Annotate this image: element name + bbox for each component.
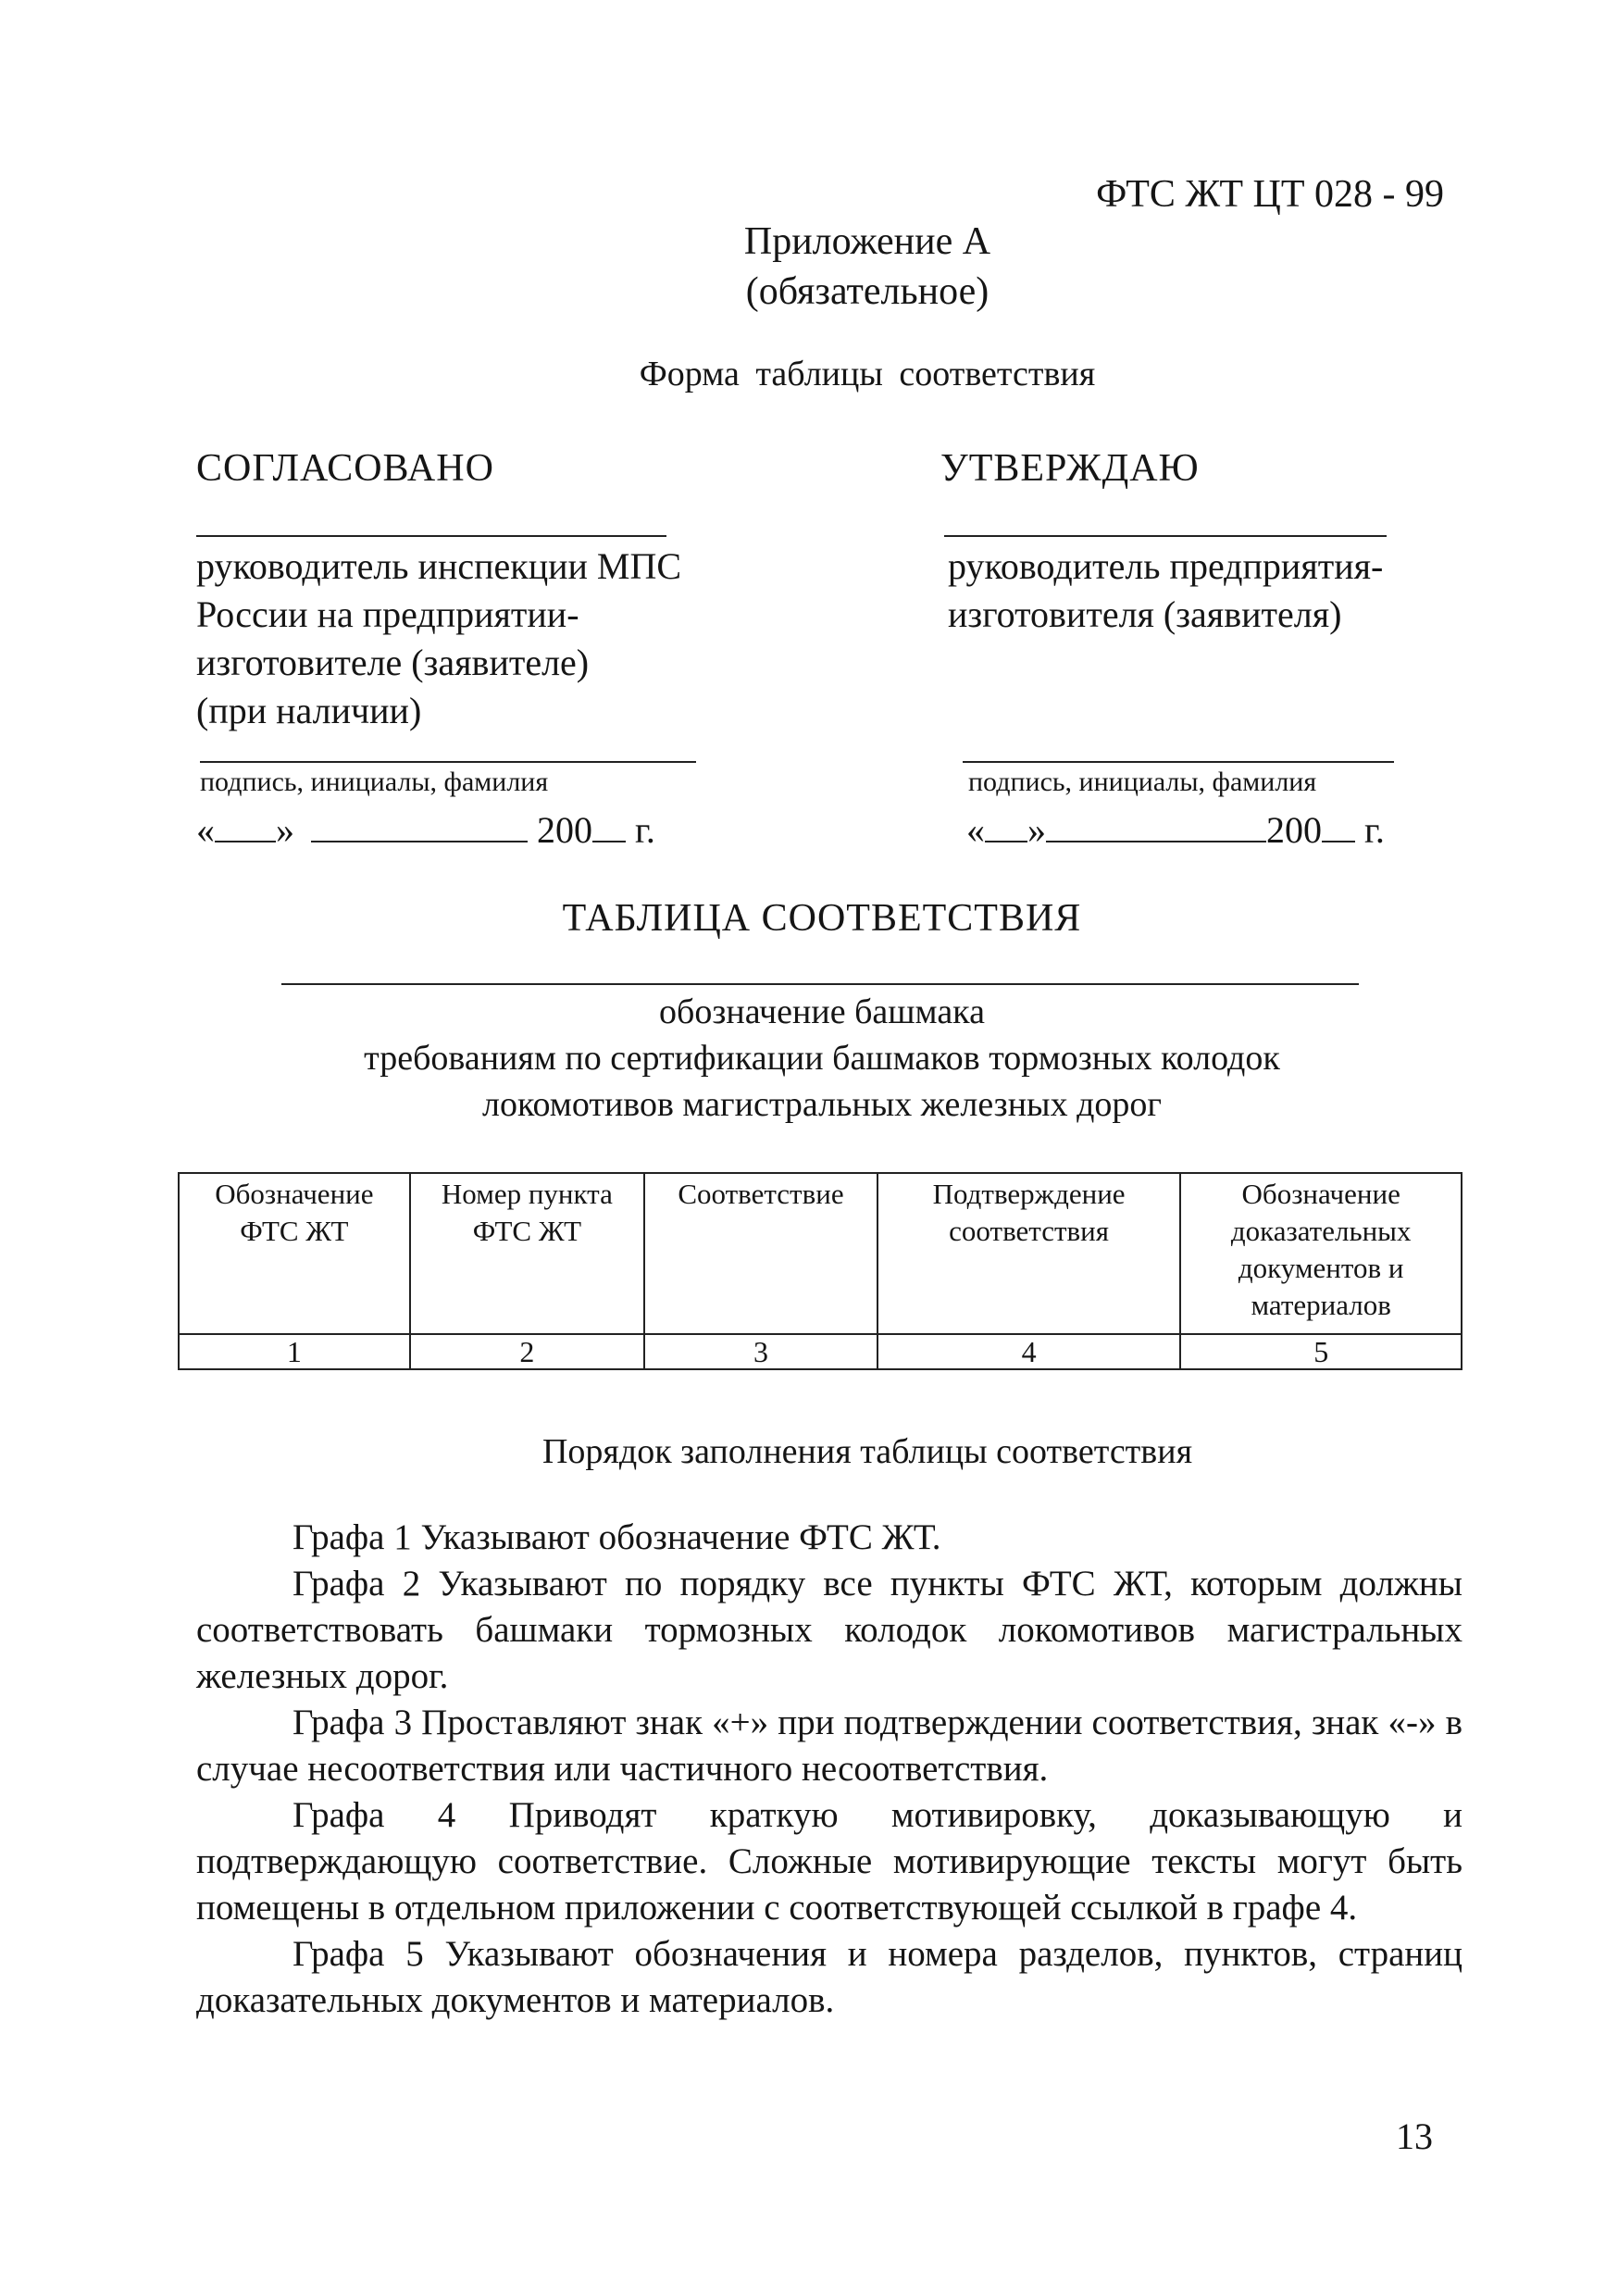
column-number: 3 bbox=[644, 1334, 877, 1369]
document-id: ФТС ЖТ ЦТ 028 - 99 bbox=[1096, 173, 1444, 216]
agreed-signature-line bbox=[196, 535, 666, 537]
designation-caption: обозначение башмака bbox=[659, 992, 985, 1031]
approve-signature-caption: подпись, инициалы, фамилия bbox=[968, 767, 1317, 797]
agreed-role-line: России на предприятии- bbox=[196, 593, 579, 635]
instruction-paragraph: Графа 4 Приводят краткую мотивировку, доказывающую и подтверждающую соответствие. Сложные мотивирующие тексты могут быть помещены в отдельном приложении с соответствующей ссылкой в графе 4. bbox=[196, 1795, 1462, 1928]
date-close-quote: » bbox=[1027, 809, 1046, 851]
month-blank bbox=[311, 807, 528, 842]
header-line: Подтверждение bbox=[932, 1178, 1126, 1210]
column-number: 5 bbox=[1180, 1334, 1462, 1369]
year-suffix: г. bbox=[1364, 809, 1385, 851]
subject-block bbox=[0, 989, 1618, 1128]
approve-name-line bbox=[963, 761, 1394, 763]
agreed-role-line: руководитель инспекции МПС bbox=[196, 545, 682, 587]
column-header bbox=[410, 1173, 644, 1334]
year-prefix: 200 bbox=[1266, 809, 1322, 851]
header-line: документов и bbox=[1238, 1252, 1404, 1284]
approve-heading: УТВЕРЖДАЮ bbox=[940, 447, 1200, 490]
header-line: Соответствие bbox=[678, 1178, 844, 1210]
instruction-paragraph: Графа 5 Указывают обозначения и номера разделов, пунктов, страниц доказательных документов и материалов. bbox=[196, 1934, 1462, 2020]
day-blank bbox=[985, 807, 1027, 842]
header-line: Обозначение bbox=[1241, 1178, 1400, 1210]
column-header bbox=[644, 1173, 877, 1334]
approve-role-line: изготовителя (заявителя) bbox=[948, 593, 1342, 635]
appendix-title: Приложение А bbox=[743, 220, 991, 263]
header-line: материалов bbox=[1251, 1289, 1391, 1321]
agreed-role-line: изготовителе (заявителе) bbox=[196, 642, 590, 683]
year-suffix: г. bbox=[635, 809, 655, 851]
approve-role-line: руководитель предприятия- bbox=[948, 545, 1384, 587]
header-line: Обозначение bbox=[215, 1178, 374, 1210]
page-number: 13 bbox=[1396, 2115, 1433, 2157]
month-blank bbox=[1046, 807, 1266, 842]
column-number: 4 bbox=[877, 1334, 1181, 1369]
column-header bbox=[179, 1173, 410, 1334]
header-line: ФТС ЖТ bbox=[240, 1215, 349, 1247]
form-title: Форма таблицы соответствия bbox=[639, 355, 1096, 393]
instruction-paragraph: Графа 1 Указывают обозначение ФТС ЖТ. bbox=[292, 1517, 941, 1557]
agreed-heading: СОГЛАСОВАНО bbox=[196, 447, 494, 490]
agreed-name-line bbox=[200, 761, 696, 763]
column-number-row bbox=[179, 1334, 1462, 1369]
date-open-quote: « bbox=[966, 809, 985, 851]
subject-line: требованиям по сертификации башмаков тормозных колодок bbox=[364, 1039, 1280, 1078]
date-close-quote: » bbox=[276, 809, 294, 851]
year-prefix: 200 bbox=[537, 809, 592, 851]
agreed-signature-caption: подпись, инициалы, фамилия bbox=[200, 767, 549, 797]
table-header-row bbox=[179, 1173, 1462, 1334]
agreed-role-line: (при наличии) bbox=[196, 690, 422, 731]
filling-order-title: Порядок заполнения таблицы соответствия bbox=[541, 1432, 1193, 1471]
year-blank bbox=[592, 807, 626, 842]
header-line: ФТС ЖТ bbox=[472, 1215, 582, 1247]
conformity-table bbox=[178, 1172, 1462, 1370]
appendix-heading bbox=[0, 217, 1618, 317]
filling-instructions bbox=[196, 1515, 1462, 2024]
day-blank bbox=[215, 807, 276, 842]
header-line: Номер пункта bbox=[441, 1178, 613, 1210]
appendix-note: (обязательное) bbox=[745, 270, 989, 313]
instruction-paragraph: Графа 2 Указывают по порядку все пункты ФТС ЖТ, которым должны соответствовать башмаки тормозных колодок локомотивов магистральных железных дорог. bbox=[196, 1564, 1462, 1696]
column-number: 1 bbox=[179, 1334, 410, 1369]
column-number: 2 bbox=[410, 1334, 644, 1369]
header-line: соответствия bbox=[949, 1215, 1110, 1247]
date-open-quote: « bbox=[196, 809, 215, 851]
approve-role bbox=[948, 543, 1383, 639]
agreed-role bbox=[196, 543, 681, 735]
year-blank bbox=[1322, 807, 1355, 842]
instruction-paragraph: Графа 3 Проставляют знак «+» при подтверждении соответствия, знак «-» в случае несоответствия или частичного несоответствия. bbox=[196, 1703, 1462, 1789]
approve-date-line bbox=[966, 807, 1385, 852]
conformity-table-title: ТАБЛИЦА СООТВЕТСТВИЯ bbox=[562, 897, 1082, 940]
subject-line: локомотивов магистральных железных дорог bbox=[482, 1085, 1162, 1124]
approve-signature-line bbox=[944, 535, 1387, 537]
header-line: доказательных bbox=[1230, 1215, 1412, 1247]
column-header bbox=[1180, 1173, 1462, 1334]
column-header bbox=[877, 1173, 1181, 1334]
designation-blank-line bbox=[281, 983, 1359, 985]
agreed-date-line bbox=[196, 807, 655, 852]
